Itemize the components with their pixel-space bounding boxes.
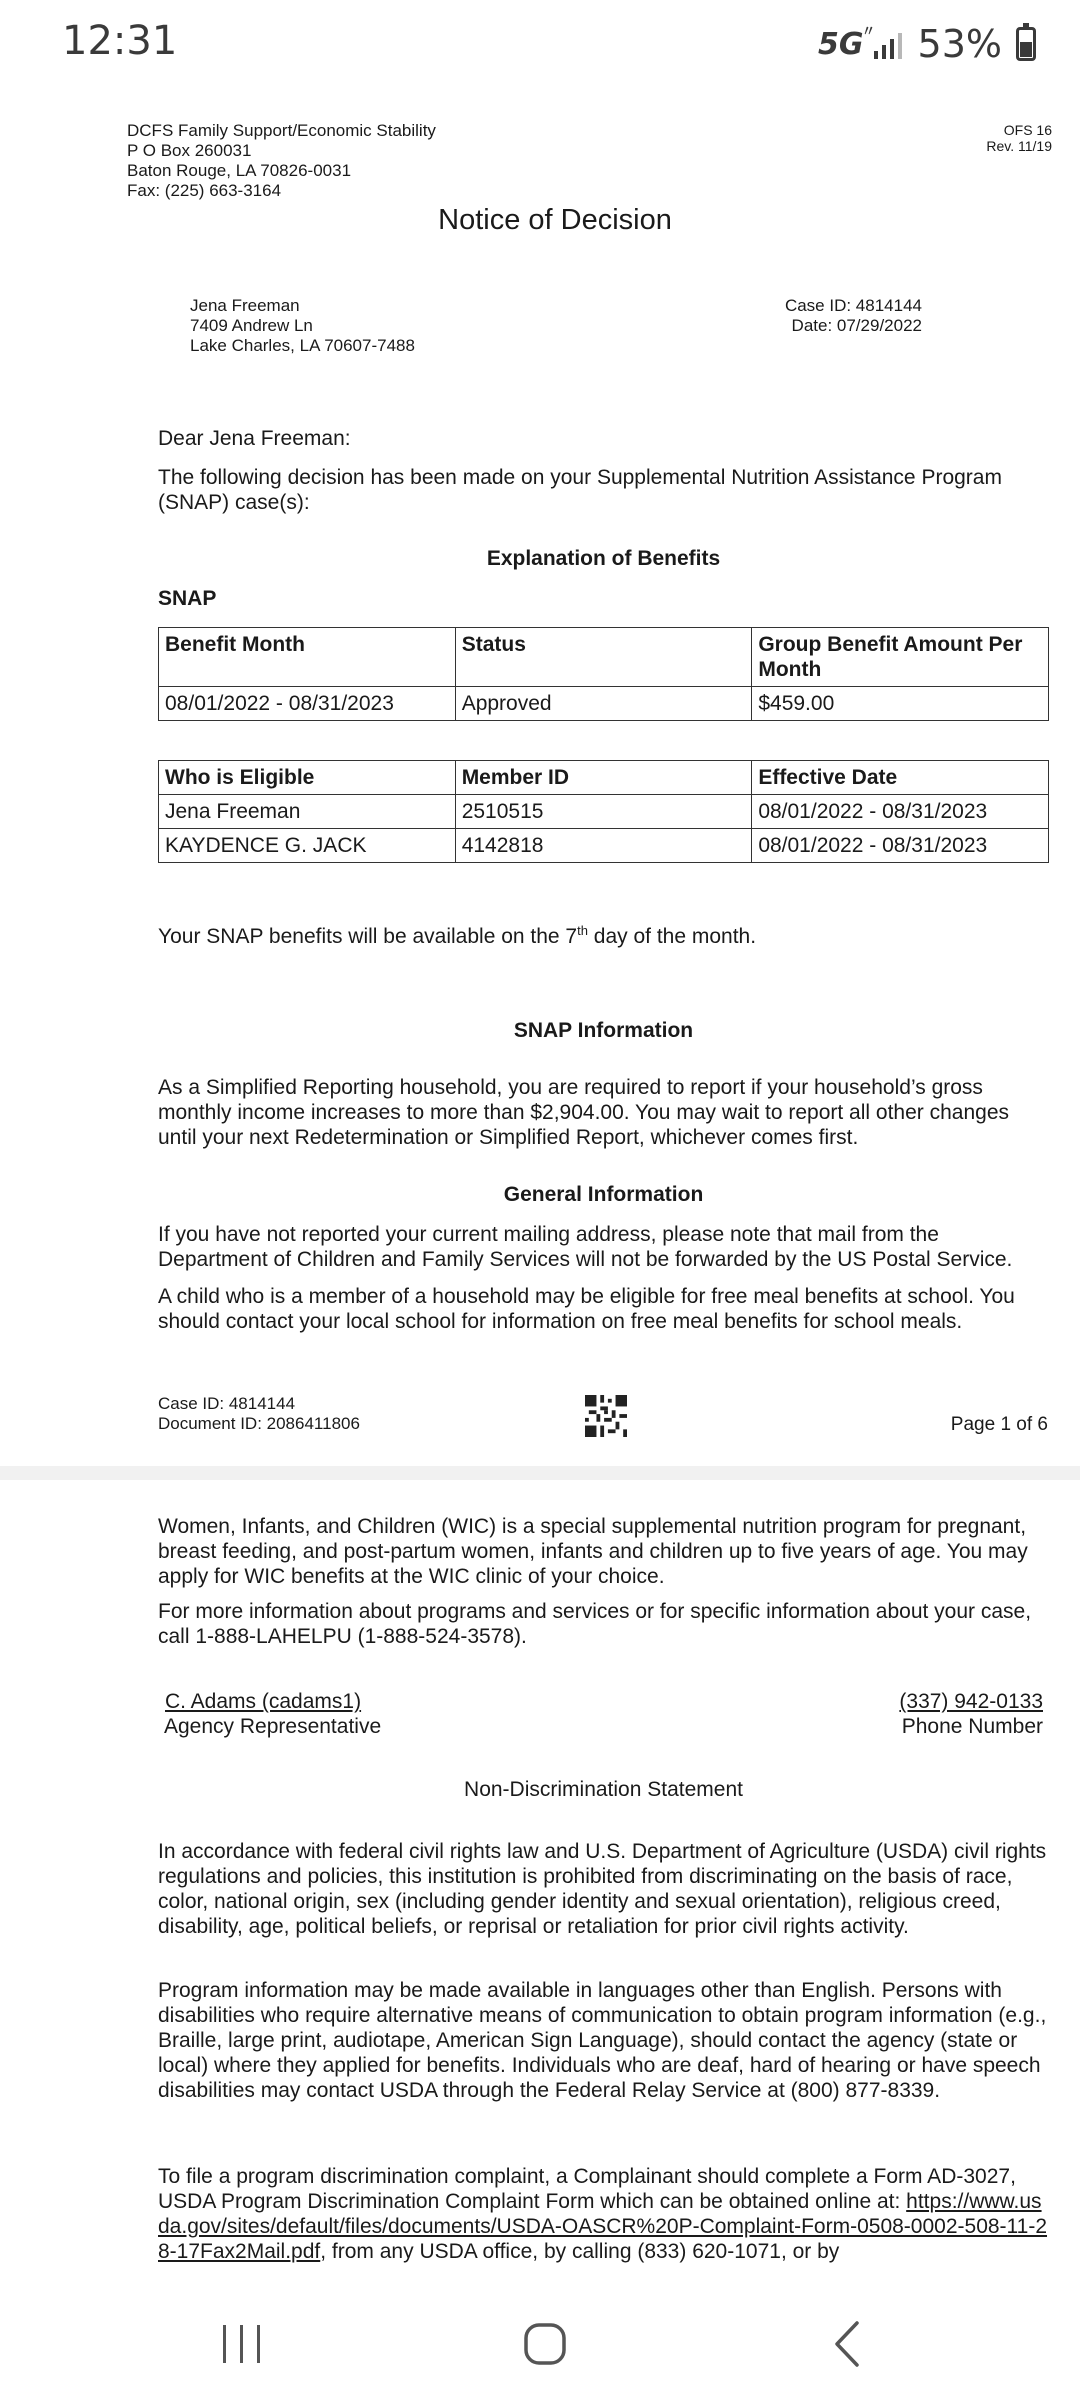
back-button[interactable] bbox=[804, 2312, 894, 2376]
form-number bbox=[986, 122, 1052, 154]
signal-icon bbox=[874, 29, 908, 59]
table-cell: 08/01/2022 - 08/31/2023 bbox=[752, 795, 1049, 829]
table-cell: 2510515 bbox=[455, 795, 752, 829]
general-info-paragraph: If you have not reported your current mailing address, please note that mail from the Department of Children and Family Services will not be forwarded by the US Postal Service. bbox=[158, 1223, 1013, 1271]
complaint-text: , from any USDA office, by calling (833) 620-1071, or by bbox=[320, 2240, 840, 2263]
page-number: Page 1 of 6 bbox=[950, 1414, 1048, 1435]
table-row bbox=[159, 795, 1049, 829]
agent-block bbox=[165, 1689, 381, 1739]
sender-line: Baton Rouge, LA 70826-0031 bbox=[127, 161, 352, 180]
general-info-paragraph: A child who is a member of a household may be eligible for free meal benefits at school. You should contact your local school for information on free meal benefits for school meals. bbox=[158, 1285, 1015, 1333]
agent-role: Agency Representative bbox=[164, 1715, 382, 1738]
general-info-heading: General Information bbox=[503, 1183, 704, 1206]
table-cell: KAYDENCE G. JACK bbox=[159, 829, 456, 863]
availability-post: day of the month. bbox=[587, 925, 757, 948]
recipient-city: Lake Charles, LA 70607-7488 bbox=[190, 336, 415, 355]
recipient-address bbox=[190, 296, 415, 356]
agent-name: C. Adams (cadams1) bbox=[165, 1690, 362, 1713]
table-cell: Jena Freeman bbox=[159, 795, 456, 829]
sender-line: DCFS Family Support/Economic Stability bbox=[127, 121, 436, 140]
snap-info-paragraph: As a Simplified Reporting household, you are required to report if your household’s gross monthly income increases to more than $2,904.00. You may wait to report all other changes until your next Redetermination or Simplified Report, whichever comes first. bbox=[158, 1076, 1009, 1149]
salutation: Dear Jena Freeman: bbox=[158, 427, 351, 450]
5g-icon: 5G 〃 bbox=[818, 23, 876, 62]
footer-document-id: Document ID: 2086411806 bbox=[158, 1414, 360, 1433]
status-icons bbox=[818, 22, 1036, 66]
table-header: Group Benefit Amount Per Month bbox=[752, 628, 1049, 687]
page-footer-ids bbox=[158, 1394, 360, 1434]
recipient-street: 7409 Andrew Ln bbox=[190, 316, 313, 335]
case-info bbox=[780, 296, 922, 336]
intro-paragraph: The following decision has been made on your Supplemental Nutrition Assistance Program (SNAP) case(s): bbox=[158, 466, 1002, 514]
home-button[interactable] bbox=[500, 2312, 590, 2376]
wic-paragraph: Women, Infants, and Children (WIC) is a special supplemental nutrition program for pregnant, breast feeding, and post-partum women, infants and children up to five years of age. You may apply for WIC benefits at the WIC clinic of your choice. bbox=[158, 1515, 1028, 1588]
eligibility-table bbox=[158, 760, 1049, 863]
more-info-paragraph: For more information about programs and services or for specific information about your case, call 1-888-LAHELPU (1-888-524-3578). bbox=[158, 1600, 1032, 1648]
qr-code-icon bbox=[584, 1395, 628, 1437]
table-header: Status bbox=[455, 628, 752, 687]
nondiscrimination-heading: Non-Discrimination Statement bbox=[464, 1778, 743, 1801]
status-bar bbox=[0, 0, 1080, 86]
table-header: Effective Date bbox=[752, 761, 1049, 795]
notice-date: Date: 07/29/2022 bbox=[791, 316, 922, 335]
program-label: SNAP bbox=[158, 587, 217, 610]
snap-info-heading: SNAP Information bbox=[513, 1019, 694, 1042]
table-cell: $459.00 bbox=[752, 687, 1049, 721]
complaint-paragraph bbox=[158, 2164, 1048, 2264]
complaint-text: To file a program discrimination complaint, a Complainant should complete a Form AD-3027, USDA Program Discrimination Complaint Form which can be obtained online at: bbox=[158, 2165, 1016, 2213]
table-header: Benefit Month bbox=[159, 628, 456, 687]
availability-sup: th bbox=[577, 923, 588, 938]
battery-percent: 53% bbox=[917, 22, 1002, 66]
table-cell: Approved bbox=[455, 687, 752, 721]
sender-address bbox=[127, 121, 436, 201]
table-row bbox=[159, 829, 1049, 863]
table-header-row bbox=[159, 628, 1049, 687]
page-divider bbox=[0, 1466, 1080, 1480]
table-header-row bbox=[159, 761, 1049, 795]
document-page-1 bbox=[0, 86, 1080, 1466]
footer-case-id: Case ID: 4814144 bbox=[158, 1394, 296, 1413]
phone-block bbox=[899, 1689, 1043, 1739]
complaint-form-link[interactable]: https://www.usda.gov/sites/default/files/documents/USDA-OASCR%20P-Complaint-Form-0508-0002-508-11-28-17Fax2Mail.pdf bbox=[158, 2190, 1048, 2263]
case-id: Case ID: 4814144 bbox=[784, 296, 922, 315]
explanation-heading: Explanation of Benefits bbox=[486, 547, 721, 570]
document-page-2 bbox=[0, 1480, 1080, 2290]
sender-fax: Fax: (225) 663-3164 bbox=[127, 181, 282, 200]
nondiscrimination-paragraph: In accordance with federal civil rights law and U.S. Department of Agriculture (USDA) civil rights regulations and policies, this institution is prohibited from discriminating on the basis of race, color, national origin, sex (including gender identity and sexual orientation), religious creed, disability, age, political beliefs, or reprisal or retaliation for prior civil rights activity. bbox=[158, 1840, 1047, 1938]
form-id: OFS 16 bbox=[1003, 122, 1052, 138]
table-header: Who is Eligible bbox=[159, 761, 456, 795]
recipient-name: Jena Freeman bbox=[190, 296, 300, 315]
phone-label: Phone Number bbox=[901, 1715, 1043, 1738]
recent-apps-icon bbox=[219, 2321, 265, 2367]
agent-phone: (337) 942-0133 bbox=[899, 1690, 1043, 1713]
form-revision: Rev. 11/19 bbox=[986, 138, 1052, 154]
home-icon bbox=[521, 2320, 569, 2368]
recent-apps-button[interactable] bbox=[197, 2312, 287, 2376]
navigation-bar bbox=[0, 2290, 1080, 2400]
status-time: 12:31 bbox=[62, 18, 178, 64]
back-icon bbox=[829, 2319, 869, 2369]
benefit-table bbox=[158, 627, 1049, 721]
table-cell: 08/01/2022 - 08/31/2023 bbox=[752, 829, 1049, 863]
battery-icon bbox=[1016, 27, 1036, 61]
availability-pre: Your SNAP benefits will be available on the 7 bbox=[158, 925, 578, 948]
sender-line: P O Box 260031 bbox=[127, 141, 252, 160]
page-title: Notice of Decision bbox=[438, 204, 672, 236]
table-cell: 4142818 bbox=[455, 829, 752, 863]
availability-text bbox=[158, 918, 1048, 949]
nondiscrimination-paragraph: Program information may be made available in languages other than English. Persons with disabilities who require alternative means of communication to obtain program information (e.g., Braille, large print, audiotape, American Sign Language), should contact the agency (state or local) where they applied for benefits. Individuals who are deaf, hard of hearing or have speech disabilities may contact USDA through the Federal Relay Service at (800) 877-8339. bbox=[158, 1979, 1047, 2102]
table-row bbox=[159, 687, 1049, 721]
table-header: Member ID bbox=[455, 761, 752, 795]
table-cell: 08/01/2022 - 08/31/2023 bbox=[159, 687, 456, 721]
